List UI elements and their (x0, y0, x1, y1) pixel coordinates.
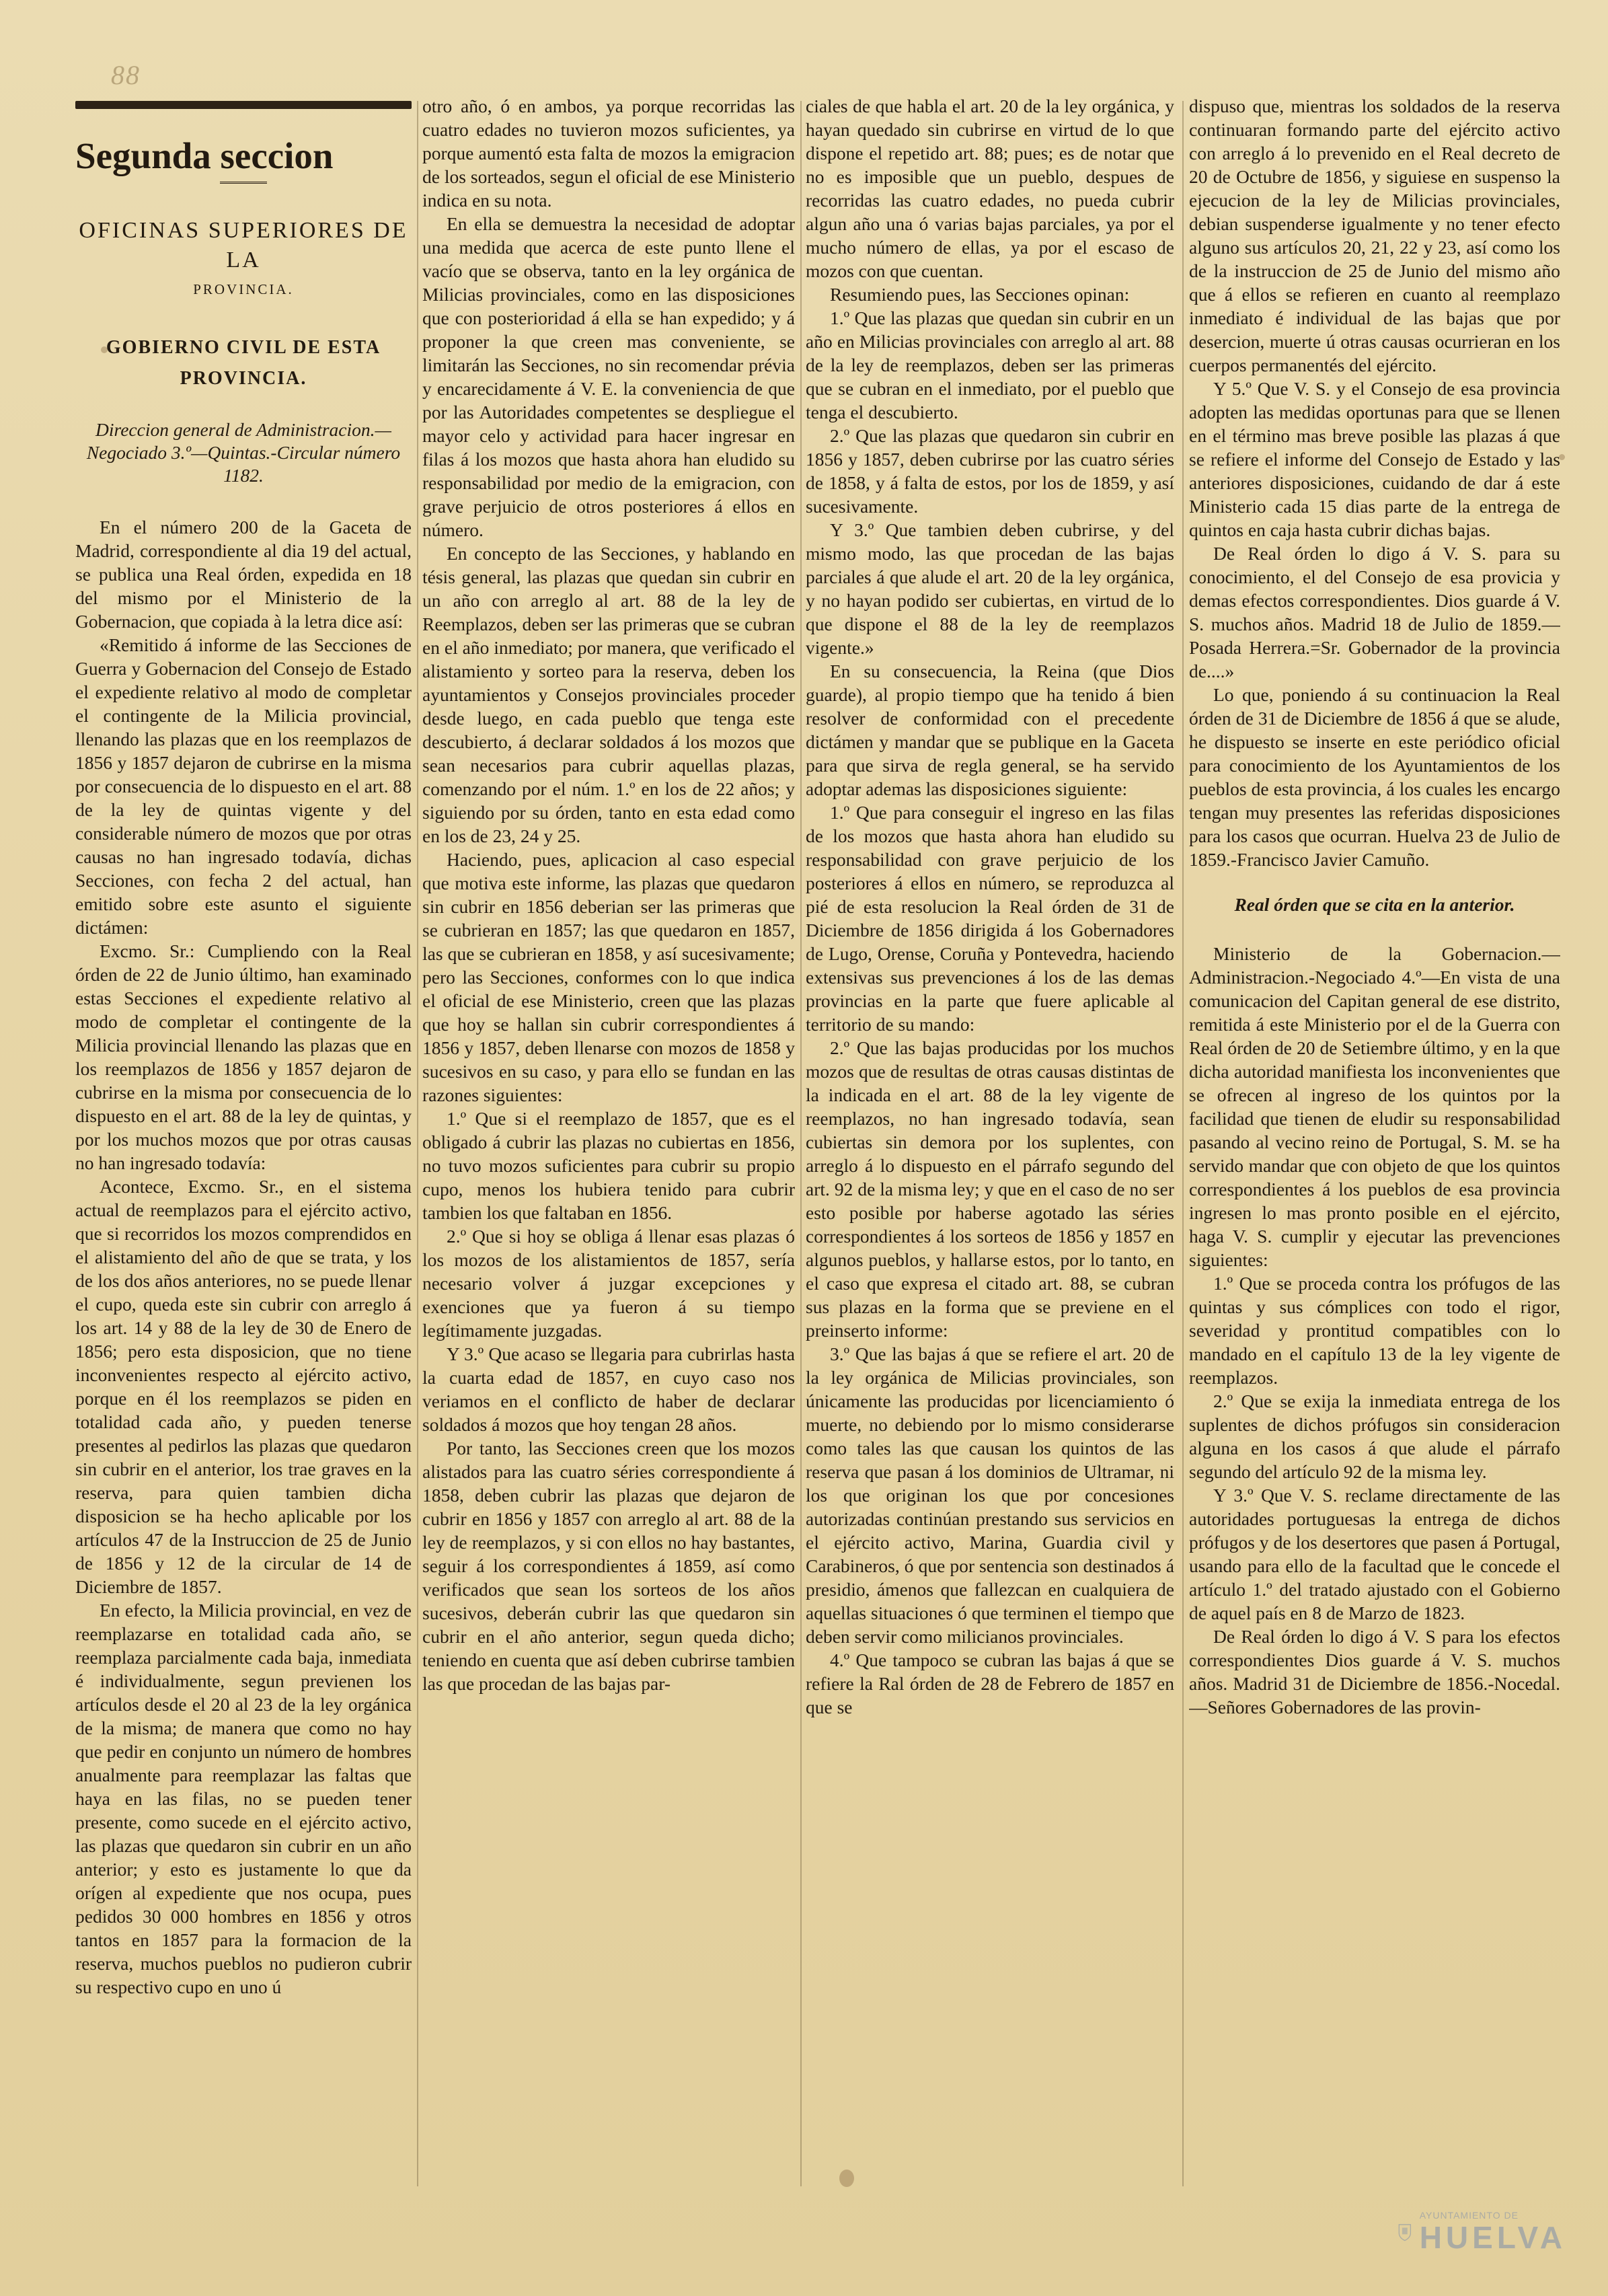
paragraph: 4.º Que tampoco se cubran las bajas á que se refiere la Ral órden de 28 de Febrero de 1857 en que se (806, 1650, 1174, 1717)
top-rule (75, 101, 412, 109)
watermark-text (1420, 2210, 1566, 2254)
paragraph: otro año, ó en ambos, ya porque recorridas las cuatro edades no tuvieron mozos suficientes, ya porque aumentó esta falta de mozos la emigracion de los sorteados, segun el oficial de ese Ministerio indica en su nota. (422, 96, 795, 211)
paragraph: 2.º Que las plazas que quedaron sin cubrir en 1856 y 1857, deben cubrirse por las cuatro séries de 1858, y á falta de estos, por los de 1859, y así sucesivamente. (806, 425, 1174, 517)
paragraph: En su consecuencia, la Reina (que Dios guarde), al propio tiempo que ha tenido á bien resolver de conformidad con el precedente dictámen y mandar que se publique en la Gaceta para que sirva de regla general, se ha servido adoptar ademas las disposiciones siguiente: (806, 661, 1174, 799)
paragraph: Haciendo, pues, aplicacion al caso especial que motiva este informe, las plazas que quedaron sin cubrir en 1856 deberian ser las primeras que se cubrieran en 1857; las que quedaron en 1857, las que se cubrieran en 1858, y así sucesivamente; pero las Secciones, conformes con lo que indica el oficial de ese Ministerio, creen que las plazas que hoy se hallan sin cubrir correspondientes á 1856 y 1857, deben llenarse con mozos de 1858 y sucesivos en su caso, y para ello se fundan en las razones siguientes: (422, 849, 795, 1105)
column-divider (417, 101, 418, 2186)
paragraph: Y 3.º Que tambien deben cubrirse, y del mismo modo, las que procedan de las bajas parciales á que alude el art. 20 de la ley orgánica, y no hayan podido ser cubiertas, en virtud de lo que dispone el 88 de la ley de reemplazos vigente.» (806, 519, 1174, 658)
circular-subhead: Direccion general de Administracion.—Negociado 3.º—Quintas.-Circular número 1182. (86, 419, 401, 486)
column-1 (75, 94, 412, 2264)
column-2 (422, 94, 795, 2264)
paragraph: Resumiendo pues, las Secciones opinan: (830, 284, 1130, 305)
paragraph: En concepto de las Secciones, y hablando en tésis general, las plazas que quedan sin cubrir en un año con arreglo al art. 88 de la ley de Reemplazos, deben ser las primeras que se cubran en el año inmediato; por manera, que verificado el alistamiento y sorteo para la reserva, deben los ayuntamientos y Consejos provinciales proceder desde luego, en cada pueblo que tenga este descubierto, á declarar soldados á los mozos que sean necesarios para cubrir aquellas plazas, comenzando por el núm. 1.º en los de 22 años; y siguiendo por su órden, tanto en esta edad como en los de 23, 24 y 25. (422, 543, 795, 846)
section-title: Segunda seccion (75, 135, 334, 176)
watermark-big: HUELVA (1419, 2220, 1566, 2255)
column-3 (806, 94, 1174, 2264)
paragraph: Y 3.º Que acaso se llegaria para cubrirlas hasta la cuarta edad de 1857, en cuyo caso nos veriamos en el conflicto de haber de declarar soldados á mozos que hoy tengan 28 años. (422, 1343, 795, 1435)
paragraph: En efecto, la Milicia provincial, en vez de reemplazarse en totalidad cada año, se reemplaza parcialmente cada baja, inmediata é individualmente, segun previenen los artículos desde el 20 al 23 de la ley orgánica de la misma; de manera que como no hay que pedir en conjunto un número de hombres anualmente para reemplazar las faltas que haya en las filas, no se pueden tener presente, como sucede en el ejército activo, las plazas que quedaron sin cubrir en un año anterior; y esto es justamente lo que da orígen al expediente que nos ocupa, pues pedidos 30 000 hombres en 1856 y otros tantos en 1857 para la formacion de la reserva, muchos pueblos no pudieron cubrir su respectivo cupo en uno ú (75, 1600, 412, 1997)
column-divider (800, 101, 802, 2186)
real-orden-heading: Real órden que se cita en la anterior. (1234, 894, 1515, 915)
paragraph: En ella se demuestra la necesidad de adoptar una medida que acerca de este punto llene el vacío que se observa, tanto en la ley orgánica de Milicias provinciales, como en las disposiciones que con posterioridad á ella se han expedido; y á proponer la que creen mas conveniente, se limitarán las Secciones, no sin recomendar prévia y encarecidamente á V. E. la conveniencia de que por las Autoridades competentes se despliegue el mayor celo y actividad para hacer ingresar en filas á los mozos que hasta ahora han eludido su responsabilidad por medio de la emigracion, con grave perjuicio de otros posteriores á ellos en número. (422, 213, 795, 540)
column-4 (1189, 94, 1560, 2264)
paragraph: 1.º Que se proceda contra los prófugos de las quintas y sus cómplices con todo el rigor, severidad y prontitud compatibles con lo mandado en el capítulo 13 de la ley vigente de reemplazos. (1189, 1273, 1560, 1388)
paragraph: 2.º Que las bajas producidas por los muchos mozos que de resultas de otras causas distintas de la indicada en el art. 88 de la ley vigente de reemplazos, no han ingresado todavía, sean cubiertas sin demora por los suplentes, con arreglo á lo dispuesto en el párrafo segundo del art. 92 de la misma ley; y que en el caso de no ser esto posible por haberse agotado las séries correspondientes á los sorteos de 1856 y 1857 en algunos pueblos, y hallarse estos, por lo tanto, en el caso que expresa el citado art. 88, se cubran sus plazas en la forma que se previene en el preinserto informe: (806, 1037, 1174, 1341)
shield-icon (1398, 2205, 1412, 2259)
org-heading: OFICINAS SUPERIORES DE LA (79, 218, 408, 272)
paragraph: ciales de que habla el art. 20 de la ley orgánica, y hayan quedado sin cubrirse en virtud de lo que dispone el repetido art. 88; pues; es de notar que no es imposible que un pueblo, despues de recorridas las cuatro edades, no pueda cubrir algun año una ó varias bajas parciales, ya por el mucho número de ellas, ya por el escaso de mozos con que cuentan. (806, 96, 1174, 281)
paragraph: 1.º Que las plazas que quedan sin cubrir en un año en Milicias provinciales con arreglo al art. 88 de la ley de reemplazos, deben ser las primeras que se cubran en el inmediato, por el pueblo que tenga el descubierto. (806, 307, 1174, 422)
paragraph: Y 3.º Que V. S. reclame directamente de las autoridades portuguesas la entrega de dichos prófugos y de los desertores que pasen á Portugal, usando para ello de la facultad que le concede el artículo 1.º del tratado ajustado con el Gobierno de aquel país en 8 de Marzo de 1823. (1189, 1485, 1560, 1623)
paragraph: De Real órden lo digo á V. S para los efectos correspondientes Dios guarde á V. S. muchos años. Madrid 31 de Diciembre de 1856.-Nocedal. —Señores Gobernadores de las provin- (1189, 1626, 1560, 1717)
paragraph: 2.º Que si hoy se obliga á llenar esas plazas ó los mozos de los alistamientos de 1857, sería necesario volver á juzgar excepciones y exenciones que ya fueron á su tiempo legítimamente juzgadas. (422, 1226, 795, 1341)
gov-heading: GOBIERNO CIVIL DE ESTA PROVINCIA. (106, 337, 381, 389)
paragraph: 1.º Que para conseguir el ingreso en las filas de los mozos que hasta ahora han eludido su responsabilidad con grave perjuicio de los posteriores á ellos en número, se reproduzca al pié de esta resolucion la Real órden de 31 de Diciembre de 1856 dirigida á los Gobernadores de Lugo, Orense, Coruña y Pontevedra, haciendo extensivas sus prevenciones á los de las demas provincias en la parte que fuere aplicable al territorio de su mando: (806, 802, 1174, 1035)
paragraph: Y 5.º Que V. S. y el Consejo de esa provincia adopten las medidas oportunas para que se llenen en el término mas breve posible las plazas á que se refiere el informe del Consejo de Estado y las anteriores disposiciones, cuidando de dar á este Ministerio cada 15 dias parte de la entrega de quintos en caja hasta cubrir dichas bajas. (1189, 378, 1560, 540)
paragraph: 2.º Que se exija la inmediata entrega de los suplentes de dichos prófugos sin consideracion alguna en los casos á que alude el párrafo segundo del artículo 92 de la misma ley. (1189, 1391, 1560, 1482)
paragraph: 1.º Que si el reemplazo de 1857, que es el obligado á cubrir las plazas no cubiertas en 1856, no tuvo mozos suficientes para cubrir su propio cupo, menos los hubiera tenido para cubrir tambien los que faltaban en 1856. (422, 1108, 795, 1223)
paragraph: En el número 200 de la Gaceta de Madrid, correspondiente al dia 19 del actual, se publica una Real órden, expedida en 18 del mismo por el Ministerio de la Gobernacion, que copiada à la letra dice así: (75, 517, 412, 632)
title-divider (220, 182, 267, 186)
org-subheading: PROVINCIA. (193, 281, 294, 297)
paragraph: «Remitido á informe de las Secciones de Guerra y Gobernacion del Consejo de Estado el expediente relativo al modo de completar el contingente de la Milicia provincial, llenando las plazas que en los reemplazos de 1856 y 1857 dejaron de cubrirse en la misma por consecuencia de lo dispuesto en el art. 88 de la ley de quintas vigente y del considerable número de mozos que por otras causas no han ingresado todavía, dichas Secciones, con fecha 2 del actual, han emitido sobre este asunto el siguiente dictámen: (75, 634, 412, 938)
paragraph: Por tanto, las Secciones creen que los mozos alistados para las cuatro séries correspondiente á 1858, deben cubrir las plazas que dejaron de cubrir en 1856 y 1857 con arreglo al art. 88 de la ley de reemplazos, y si con ellos no hay bastantes, seguir á los correspondientes á 1859, así como verificados que sean los sorteos de los años sucesivos, deberán cubrir las que quedaron sin cubrir en el año anterior, segun queda dicho; teniendo en cuenta que así deben cubrirse tambien las que procedan de las bajas par- (422, 1438, 795, 1694)
ink-spot (101, 346, 108, 353)
watermark-small: AYUNTAMIENTO DE (1419, 2210, 1519, 2221)
page-number: 88 (111, 60, 141, 90)
paragraph: Lo que, poniendo á su continuacion la Real órden de 31 de Diciembre de 1856 á que se alude, he dispuesto se inserte en este periódico oficial para conocimiento de los Ayuntamientos de los pueblos de esta provincia, á los cuales les encargo tengan muy presentes las referidas disposiciones para los casos que ocurran. Huelva 23 de Julio de 1859.-Francisco Javier Camuño. (1189, 684, 1560, 870)
column-divider (1182, 101, 1184, 2186)
paragraph: Acontece, Excmo. Sr., en el sistema actual de reemplazos para el ejército activo, que si recorridos los mozos comprendidos en el alistamiento del año de que se trata, y los de los dos años anteriores, no se puede llenar el cupo, queda este sin cubrir con arreglo á los art. 14 y 88 de la ley de 30 de Enero de 1856; pero esta disposicion, que no tiene inconvenientes respecto al ejército activo, porque en él los reemplazos se piden en totalidad cada año, y pueden tenerse presentes al pedirlos las plazas que quedaron sin cubrir en el anterior, los trae graves en la reserva, para quien tambien dicha disposicion se ha hecho aplicable por los artículos 47 de la Instruccion de 25 de Junio de 1856 y 12 de la circular de 14 de Diciembre de 1857. (75, 1176, 412, 1597)
ink-spot (1559, 454, 1565, 460)
paragraph: dispuso que, mientras los soldados de la reserva continuaran formando parte del ejército activo con arreglo á lo prevenido en el Real decreto de 20 de Octubre de 1856, y siguiese en suspenso la ejecucion de la ley de Milicias provinciales, debian suspenderse igualmente y no tener efecto alguno sus artículos 20, 21, 22 y 23, así como los de la instruccion de 25 de Junio del mismo año que á ellos se refieren en cuanto al reemplazo inmediato é individual de las bajas que por desercion, muerte ú otras causas ocurrieran en los cuerpos permanentés del ejército. (1189, 96, 1560, 375)
paragraph: De Real órden lo digo á V. S. para su conocimiento, el del Consejo de esa provicia y demas efectos correspondientes. Dios guarde á V. S. muchos años. Madrid 18 de Julio de 1859.—Posada Herrera.=Sr. Gobernador de la provincia de....» (1189, 543, 1560, 681)
archive-watermark (1398, 2195, 1566, 2269)
paragraph: Ministerio de la Gobernacion.—Administracion.-Negociado 4.º—En vista de una comunicacion del Capitan general de ese distrito, remitida á este Ministerio por el de la Guerra con Real órden de 20 de Setiembre último, y en la que dicha autoridad manifiesta los inconvenientes que se ofrecen al ingreso de los quintos por la facilidad que tienen de eludir su responsabilidad pasando al vecino reino de Portugal, S. M. se ha servido mandar que con objeto de que los quintos correspondientes á los pueblos de esa provincia ingresen lo mas pronto posible en el ejército, haga V. S. cumplir y ejecutar las prevenciones siguientes: (1189, 943, 1560, 1270)
paragraph: Excmo. Sr.: Cumpliendo con la Real órden de 22 de Junio último, han examinado estas Secciones el expediente relativo al modo de completar el contingente de la Milicia provincial llenando las plazas que en los reemplazos de 1856 y 1857 dejaron de cubrirse en la misma por consecuencia de lo dispuesto en el art. 88 de la ley de quintas, y por los muchos mozos que por otras causas no han ingresado todavía: (75, 940, 412, 1173)
ink-spot (839, 2170, 854, 2187)
paragraph: 3.º Que las bajas á que se refiere el art. 20 de la ley orgánica de Milicias provinciales, son únicamente las producidas por licenciamiento ó muerte, no debiendo por lo mismo considerarse como tales las que causan los quintos de las reserva que pasan á los dominios de Ultramar, ni los que originan los que por concesiones autorizadas continúan prestando sus servicios en el ejército activo, Marina, Guardia civil y Carabineros, ó que por sentencia son destinados á presidio, ámenos que fallezcan en cualquiera de aquellas situaciones ó que terminen el tiempo que deben servir como milicianos provinciales. (806, 1343, 1174, 1647)
